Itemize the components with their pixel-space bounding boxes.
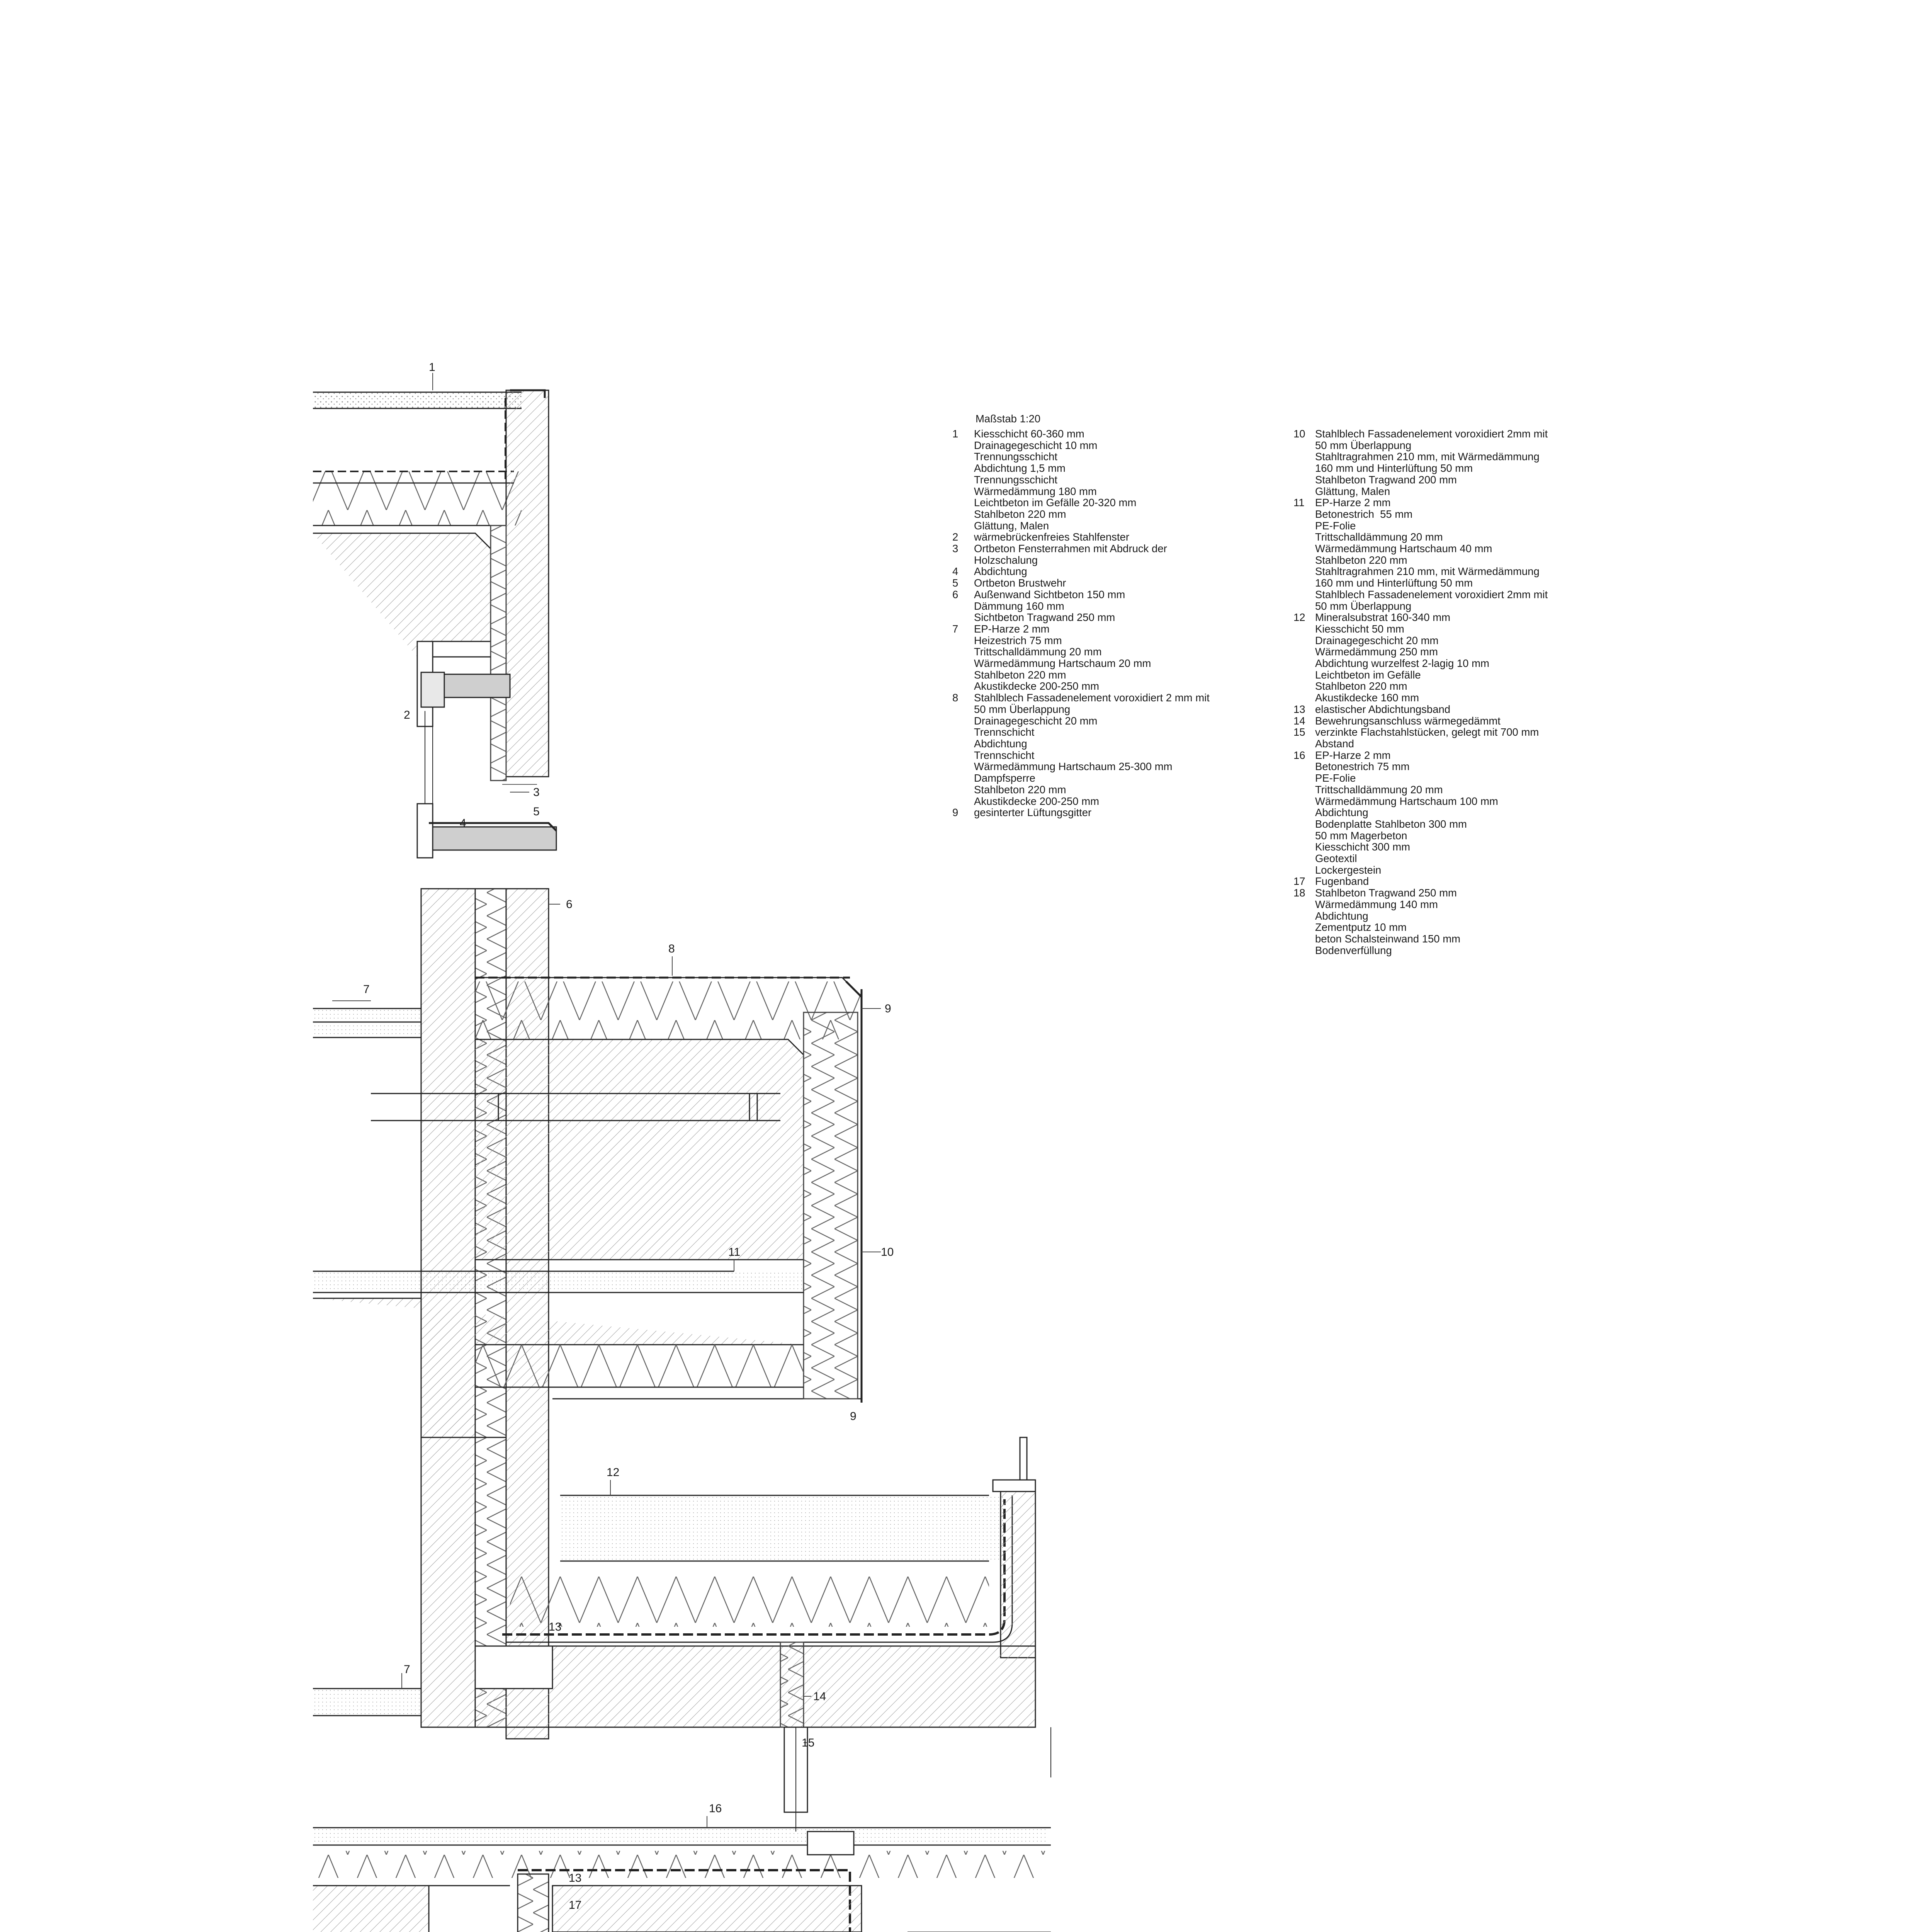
legend-item-11 [1293,497,1548,612]
legend-item-6 [952,589,1210,623]
callout-17: 17 [569,1899,582,1912]
legend-item-text [1315,887,1460,956]
callout-15: 15 [802,1736,815,1749]
legend-item-number: 6 [952,588,958,600]
legend-item-text [1315,428,1548,497]
legend-item-18 [1293,887,1548,956]
legend-item-text [1315,704,1450,715]
legend-left [952,428,1210,818]
legend-line: Trittschalldämmung 20 mm [974,646,1102,658]
legend-line: Kiesschicht 300 mm [1315,841,1411,853]
legend-item-number: 7 [952,622,958,635]
legend-line: Abdichtung [974,565,1027,578]
legend-item-number: 17 [1293,875,1305,888]
legend-line: Trennungsschicht [974,473,1058,486]
legend-line: Glättung, Malen [974,519,1049,532]
legend-line: Stahltragrahmen 210 mm, mit Wärmedämmung [1315,565,1540,578]
legend-item-3 [952,543,1210,566]
legend-item-9 [952,807,1210,818]
callout-5: 5 [533,805,540,818]
legend-line: Leichtbeton im Gefälle 20-320 mm [974,497,1137,509]
legend-line: Glättung, Malen [1315,485,1390,497]
drawing-geometry [313,373,1051,1932]
legend-line: Stahlbeton 220 mm [1315,680,1407,692]
legend-line: 50 mm Überlappung [1315,600,1412,612]
legend-item-text [1315,715,1501,727]
legend-line: Stahlbeton 220 mm [974,508,1066,520]
legend-line: Sichtbeton Tragwand 250 mm [974,611,1115,624]
legend-line: 50 mm Magerbeton [1315,829,1407,842]
legend-line: Stahlblech Fassadenelement voroxidiert 2mm mit [1315,588,1548,600]
legend-item-number: 1 [952,428,958,440]
legend-item-number: 14 [1293,714,1305,727]
legend-line: Abstand [1315,737,1354,750]
legend-item-number: 11 [1293,497,1305,509]
callout-6: 6 [566,898,573,911]
legend-line: 50 mm Überlappung [974,703,1071,715]
legend-line: Dämmung 160 mm [974,600,1064,612]
legend-line: Außenwand Sichtbeton 150 mm [974,588,1125,600]
legend-line: Heizestrich 75 mm [974,634,1062,646]
legend-item-text [974,543,1167,566]
legend-item-number: 5 [952,577,958,589]
legend-line: Dampfsperre [974,772,1035,784]
legend-line: Wärmedämmung Hartschaum 25-300 mm [974,760,1173,773]
legend-line: Drainagegeschicht 20 mm [974,714,1098,727]
legend-line: PE-Folie [1315,519,1356,532]
legend-line: Ortbeton Fensterrahmen mit Abdruck der [974,543,1167,555]
legend-item-text [1315,612,1489,704]
callout-14: 14 [813,1690,826,1703]
legend-item-text [1315,876,1369,887]
legend-line: Stahlbeton Tragwand 200 mm [1315,473,1457,486]
legend-line: Stahlbeton 220 mm [1315,554,1407,566]
legend-item-text [974,531,1129,543]
legend-line: Kiesschicht 50 mm [1315,622,1404,635]
legend-item-10 [1293,428,1548,497]
legend-line: Drainagegeschicht 10 mm [974,439,1098,451]
legend-line: Abdichtung [1315,806,1368,819]
legend-line: Bodenverfüllung [1315,944,1392,956]
legend-line: Wärmedämmung Hartschaum 100 mm [1315,795,1498,807]
legend-line: Bodenplatte Stahlbeton 300 mm [1315,818,1467,830]
legend-item-number: 12 [1293,611,1305,624]
legend-line: Leichtbeton im Gefälle [1315,668,1421,681]
legend-item-number: 4 [952,565,958,578]
legend-item-text [974,692,1210,807]
legend-line: Trittschalldämmung 20 mm [1315,531,1443,543]
legend-line: Holzschalung [974,554,1038,566]
legend-line: Wärmedämmung 180 mm [974,485,1097,497]
callout-3: 3 [533,786,540,799]
legend-line: Trittschalldämmung 20 mm [1315,783,1443,796]
legend-line: Fugenband [1315,875,1369,888]
legend-item-text [974,428,1136,531]
callout-1: 1 [429,361,435,374]
legend-line: Betonestrich 55 mm [1315,508,1413,520]
legend-line: Mineralsubstrat 160-340 mm [1315,611,1451,624]
legend-line: elastischer Abdichtungsband [1315,703,1451,715]
legend-item-13 [1293,704,1548,715]
legend-item-16 [1293,750,1548,876]
legend-item-text [974,807,1091,818]
scale-label: Maßstab 1:20 [975,413,1041,425]
legend-line: PE-Folie [1315,772,1356,784]
legend-item-text [974,577,1066,589]
legend-item-text [1315,726,1539,749]
legend-item-text [974,589,1125,623]
legend-line: Geotextil [1315,852,1357,865]
callout-7-lower: 7 [404,1663,410,1676]
legend-item-number: 10 [1293,428,1305,440]
legend-line: beton Schalsteinwand 150 mm [1315,932,1461,945]
legend-item-number: 3 [952,543,958,555]
callout-4: 4 [460,817,466,830]
legend-line: Trennschicht [974,749,1035,761]
legend-line: Wärmedämmung 250 mm [1315,646,1438,658]
callout-2: 2 [404,709,410,721]
terrace-detail [313,1437,1051,1777]
legend-line: Akustikdecke 160 mm [1315,692,1419,704]
legend-line: Wärmedämmung Hartschaum 20 mm [974,657,1151,670]
legend-line: verzinkte Flachstahlstücken, gelegt mit 700 mm [1315,726,1539,738]
legend-line: Abdichtung [1315,910,1368,922]
legend-line: Trennschicht [974,726,1035,738]
legend-line: Betonestrich 75 mm [1315,760,1410,773]
legend-line: Abdichtung wurzelfest 2-lagig 10 mm [1315,657,1489,670]
legend-item-7 [952,623,1210,692]
callout-8: 8 [668,942,675,955]
legend-line: Akustikdecke 200-250 mm [974,680,1100,692]
callout-12: 12 [607,1466,620,1479]
legend-line: Ortbeton Brustwehr [974,577,1066,589]
callout-9-bottom: 9 [850,1410,857,1423]
legend-line: Stahltragrahmen 210 mm, mit Wärmedämmung [1315,451,1540,463]
legend-line: Stahlbeton 220 mm [974,668,1066,681]
legend-item-number: 2 [952,531,958,543]
callout-10: 10 [881,1246,894,1259]
legend-line: Akustikdecke 200-250 mm [974,795,1100,807]
callout-16: 16 [709,1802,722,1815]
legend-item-1 [952,428,1210,531]
legend-item-number: 15 [1293,726,1305,738]
legend-item-number: 16 [1293,749,1305,761]
legend-line: Zementputz 10 mm [1315,921,1407,934]
legend-item-15 [1293,726,1548,749]
legend-item-text [1315,750,1498,876]
legend-line: Wärmedämmung Hartschaum 40 mm [1315,543,1492,555]
legend-item-number: 18 [1293,887,1305,899]
legend-line: Stahlblech Fassadenelement voroxidiert 2 mm mit [974,692,1210,704]
legend-item-5 [952,577,1210,589]
legend-line: EP-Harze 2 mm [974,622,1050,635]
legend-line: Kiesschicht 60-360 mm [974,428,1084,440]
legend-line: 50 mm Überlappung [1315,439,1412,451]
legend-line: Stahlbeton 220 mm [974,783,1066,796]
legend-item-number: 13 [1293,703,1305,715]
legend-line: Bewehrungsanschluss wärmegedämmt [1315,714,1501,727]
callout-7-upper: 7 [363,983,370,996]
legend-line: EP-Harze 2 mm [1315,497,1391,509]
legend-item-4 [952,566,1210,577]
legend-item-text [1315,497,1548,612]
legend-line: Abdichtung [974,737,1027,750]
callout-13-lower: 13 [569,1872,582,1884]
legend-line: Stahlbeton Tragwand 250 mm [1315,887,1457,899]
legend-line: 160 mm und Hinterlüftung 50 mm [1315,462,1473,474]
legend-line: wärmebrückenfreies Stahlfenster [974,531,1129,543]
legend-right [1293,428,1548,956]
legend-line: Drainagegeschicht 20 mm [1315,634,1439,646]
legend-item-17 [1293,876,1548,887]
legend-item-number: 8 [952,692,958,704]
legend-line: Lockergestein [1315,864,1382,876]
legend-item-text [974,623,1151,692]
callout-13-upper: 13 [549,1621,562,1633]
legend-item-text [974,566,1027,577]
legend-line: Abdichtung 1,5 mm [974,462,1066,474]
legend-line: Wärmedämmung 140 mm [1315,898,1438,910]
legend-line: Trennungsschicht [974,451,1058,463]
basement-detail [313,1727,1051,1932]
legend-item-number: 9 [952,806,958,819]
callout-11: 11 [728,1246,741,1259]
legend-line: Stahlblech Fassadenelement voroxidiert 2mm mit [1315,428,1548,440]
legend-item-12 [1293,612,1548,704]
legend-line: gesinterter Lüftungsgitter [974,806,1092,819]
legend-line: EP-Harze 2 mm [1315,749,1391,761]
legend-item-2 [952,531,1210,543]
legend-line: 160 mm und Hinterlüftung 50 mm [1315,577,1473,589]
legend-item-14 [1293,715,1548,727]
callout-9-top: 9 [885,1002,891,1015]
legend-item-8 [952,692,1210,807]
